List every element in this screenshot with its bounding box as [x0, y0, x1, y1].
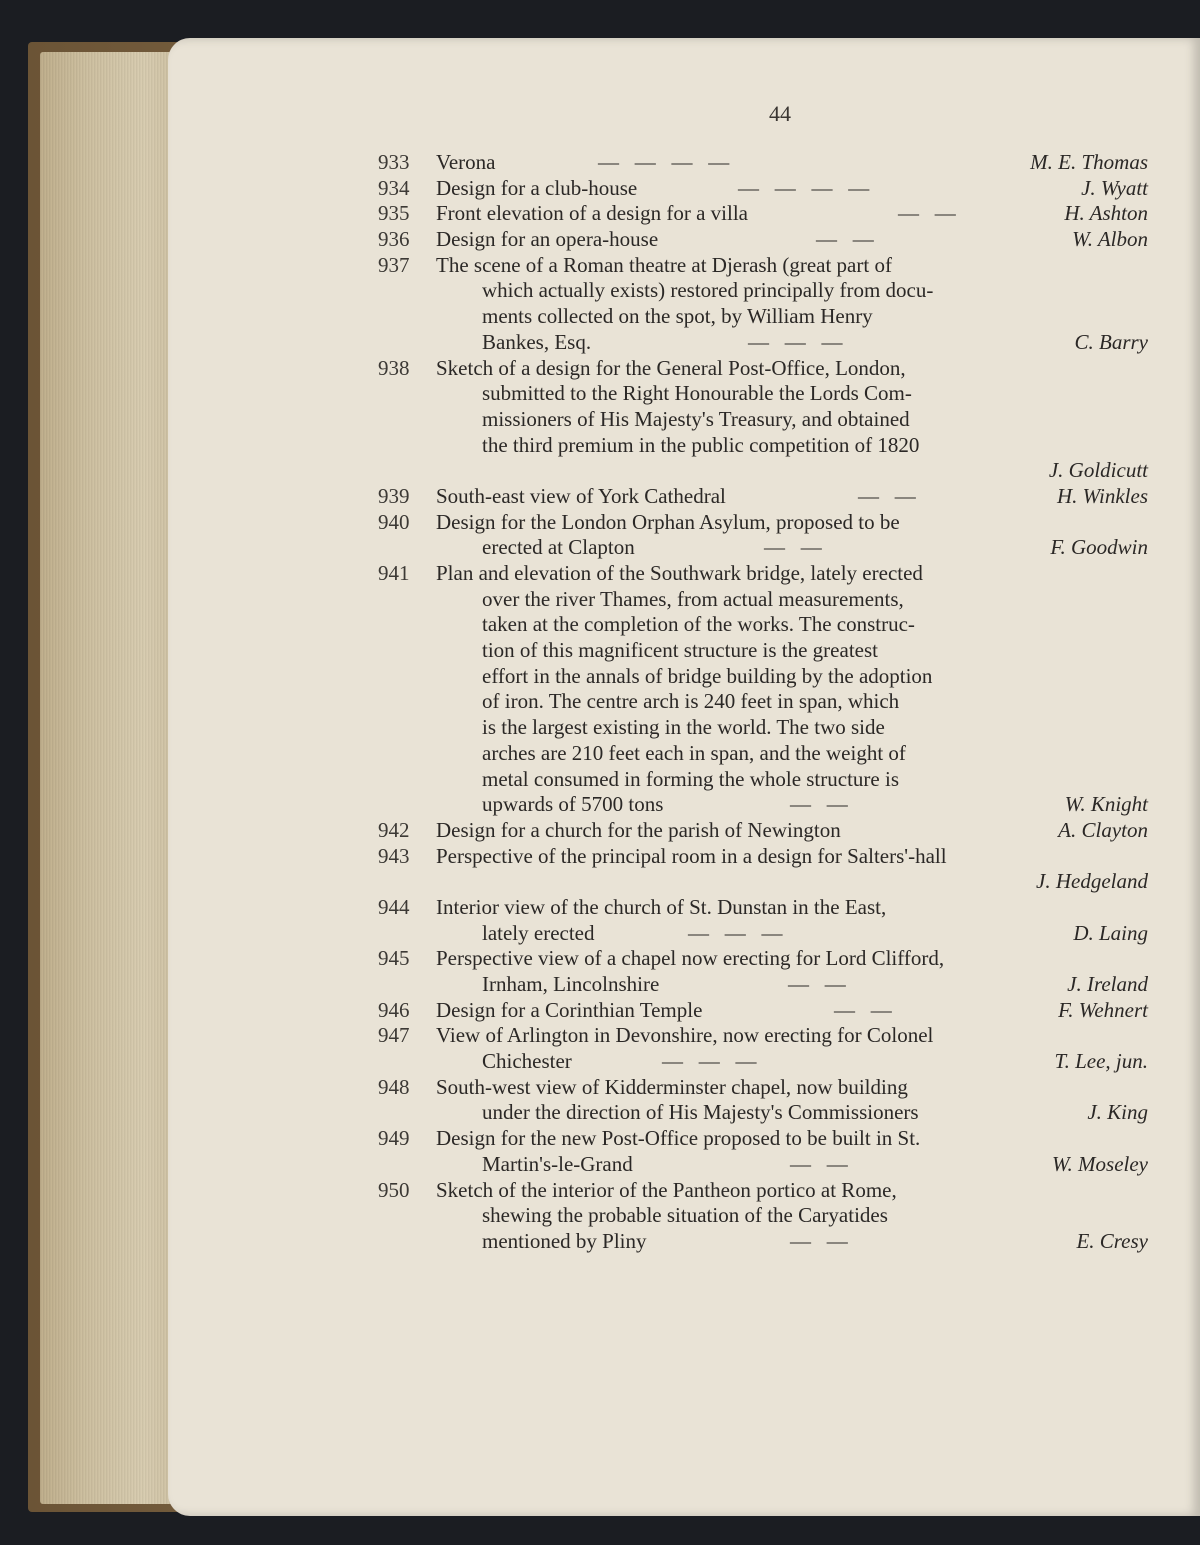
entry-title-text: Design for a club-house: [436, 175, 638, 200]
catalogue-entry: [378, 253, 1148, 356]
catalogue-entry: [378, 150, 1148, 176]
entry-number: 942: [378, 817, 410, 842]
entry-line: [378, 767, 1148, 793]
entry-line: [378, 433, 1148, 459]
entry-line: [378, 484, 1148, 510]
entry-number: 935: [378, 201, 410, 226]
entry-line: [378, 150, 1148, 176]
catalogue-entry: [378, 510, 1148, 561]
entry-title-text: under the direction of His Majesty's Commissioners: [482, 1100, 919, 1125]
entry-line: [378, 921, 1148, 947]
entry-title-text: Perspective view of a chapel now erecting for Lord Clifford,: [436, 946, 945, 971]
entry-line: [378, 278, 1148, 304]
entry-number: 949: [378, 1126, 410, 1151]
entry-line: [378, 1126, 1148, 1152]
leader-dashes: — — —: [688, 920, 783, 945]
entry-line: [378, 381, 1148, 407]
artist-name: J. King: [1087, 1100, 1148, 1125]
artist-name: D. Laing: [1073, 920, 1148, 945]
artist-name: J. Goldicutt: [1048, 458, 1148, 483]
entry-line: [378, 1049, 1148, 1075]
entry-line: [378, 304, 1148, 330]
entry-number: 934: [378, 175, 410, 200]
leader-dashes: — —: [898, 201, 956, 226]
artist-name: F. Wehnert: [1058, 997, 1148, 1022]
entry-line: [378, 818, 1148, 844]
artist-name: C. Barry: [1074, 329, 1148, 354]
entry-line: [378, 741, 1148, 767]
entry-line: [378, 587, 1148, 613]
catalogue-entry: [378, 1178, 1148, 1255]
artist-name: H. Winkles: [1057, 483, 1148, 508]
catalogue-entries: [378, 150, 1148, 1255]
entry-number: 936: [378, 227, 410, 252]
leader-dashes: — — —: [748, 329, 843, 354]
entry-line: [378, 330, 1148, 356]
entry-title-text: Design for a church for the parish of Newington: [436, 817, 841, 842]
artist-name: W. Albon: [1072, 227, 1148, 252]
catalogue-entry: [378, 818, 1148, 844]
entry-line: [378, 612, 1148, 638]
entry-title-text: arches are 210 feet each in span, and the weight of: [482, 740, 906, 765]
entry-number: 938: [378, 355, 410, 380]
entry-line: [378, 792, 1148, 818]
leader-dashes: — —: [790, 1151, 848, 1176]
leader-dashes: — — — —: [598, 150, 730, 174]
catalogue-entry: [378, 484, 1148, 510]
entry-number: 947: [378, 1023, 410, 1048]
entry-line: [378, 1075, 1148, 1101]
entry-number: 950: [378, 1177, 410, 1202]
entry-title-text: Chichester: [482, 1049, 572, 1074]
entry-line: [378, 946, 1148, 972]
entry-line: [378, 458, 1148, 484]
entry-line: [378, 1023, 1148, 1049]
catalogue-entry: [378, 1126, 1148, 1177]
entry-title-text: Design for the new Post-Office proposed to be built in St.: [436, 1126, 921, 1151]
entry-title-text: metal consumed in forming the whole structure is: [482, 766, 899, 791]
entry-line: [378, 998, 1148, 1024]
entry-number: 933: [378, 150, 410, 174]
entry-title-text: upwards of 5700 tons: [482, 792, 664, 817]
entry-line: [378, 510, 1148, 536]
entry-line: [378, 844, 1148, 870]
entry-title-text: shewing the probable situation of the Caryatides: [482, 1203, 888, 1228]
entry-number: 940: [378, 509, 410, 534]
leader-dashes: — — —: [662, 1049, 757, 1074]
entry-title-text: Design for an opera-house: [436, 227, 659, 252]
catalogue-entry: [378, 946, 1148, 997]
entry-line: [378, 1178, 1148, 1204]
entry-title-text: taken at the completion of the works. The construc-: [482, 612, 915, 637]
catalogue-entry: [378, 356, 1148, 484]
entry-line: [378, 1100, 1148, 1126]
entry-number: 937: [378, 252, 410, 277]
entry-title-text: South-east view of York Cathedral: [436, 483, 726, 508]
entry-title-text: Design for a Corinthian Temple: [436, 997, 703, 1022]
artist-name: A. Clayton: [1058, 817, 1148, 842]
entry-title-text: Bankes, Esq.: [482, 329, 592, 354]
entry-line: [378, 972, 1148, 998]
entry-line: [378, 561, 1148, 587]
entry-number: 941: [378, 561, 410, 585]
artist-name: E. Cresy: [1076, 1228, 1148, 1253]
entry-title-text: Irnham, Lincolnshire: [482, 972, 660, 996]
leader-dashes: — —: [816, 227, 874, 252]
leader-dashes: — —: [788, 972, 846, 996]
entry-title-text: the third premium in the public competition of 1820: [482, 432, 920, 457]
page-number: 44: [769, 101, 791, 126]
entry-line: [378, 227, 1148, 253]
entry-title-text: lately erected: [482, 920, 595, 945]
artist-name: F. Goodwin: [1050, 535, 1148, 560]
entry-line: [378, 176, 1148, 202]
entry-line: [378, 869, 1148, 895]
entry-number: 945: [378, 946, 410, 971]
entry-title-text: Design for the London Orphan Asylum, proposed to be: [436, 509, 900, 534]
entry-line: [378, 664, 1148, 690]
catalogue-entry: [378, 561, 1148, 818]
catalogue-entry: [378, 1023, 1148, 1074]
entry-number: 948: [378, 1074, 410, 1099]
entry-line: [378, 407, 1148, 433]
artist-name: J. Hedgeland: [1036, 869, 1148, 894]
entry-title-text: effort in the annals of bridge building by the adoption: [482, 663, 933, 688]
leader-dashes: — —: [764, 535, 822, 560]
entry-title-text: Martin's-le-Grand: [482, 1151, 633, 1176]
entry-title-text: submitted to the Right Honourable the Lords Com-: [482, 381, 912, 406]
catalogue-entry: [378, 895, 1148, 946]
entry-title-text: erected at Clapton: [482, 535, 635, 560]
catalogue-entry: [378, 201, 1148, 227]
entry-line: [378, 356, 1148, 382]
entry-title-text: over the river Thames, from actual measurements,: [482, 586, 904, 611]
leader-dashes: — —: [790, 1228, 848, 1253]
entry-line: [378, 535, 1148, 561]
entry-title-text: is the largest existing in the world. The two side: [482, 715, 885, 740]
leader-dashes: — — — —: [738, 175, 870, 200]
entry-title-text: South-west view of Kidderminster chapel, now building: [436, 1074, 908, 1099]
artist-name: M. E. Thomas: [1030, 150, 1148, 174]
artist-name: T. Lee, jun.: [1054, 1049, 1148, 1074]
artist-name: H. Ashton: [1064, 201, 1148, 226]
entry-number: 939: [378, 483, 410, 508]
entry-line: [378, 689, 1148, 715]
leader-dashes: — —: [858, 483, 916, 508]
artist-name: J. Ireland: [1067, 972, 1148, 996]
artist-name: W. Moseley: [1051, 1151, 1148, 1176]
entry-line: [378, 1152, 1148, 1178]
catalogue-entry: [378, 1075, 1148, 1126]
entry-title-text: Verona: [436, 150, 496, 174]
entry-title-text: Interior view of the church of St. Dunstan in the East,: [436, 894, 887, 919]
entry-title-text: View of Arlington in Devonshire, now erecting for Colonel: [436, 1023, 934, 1048]
leader-dashes: — —: [834, 997, 892, 1022]
entry-title-text: mentioned by Pliny: [482, 1228, 647, 1253]
entry-title-text: Perspective of the principal room in a design for Salters'-hall: [436, 843, 947, 868]
entry-title-text: The scene of a Roman theatre at Djerash (great part of: [436, 252, 892, 277]
entry-line: [378, 1203, 1148, 1229]
entry-title-text: Plan and elevation of the Southwark bridge, lately erected: [436, 561, 923, 585]
entry-line: [378, 638, 1148, 664]
artist-name: J. Wyatt: [1081, 175, 1148, 200]
entry-number: 943: [378, 843, 410, 868]
entry-line: [378, 1229, 1148, 1255]
entry-number: 946: [378, 997, 410, 1022]
entry-title-text: Sketch of the interior of the Pantheon portico at Rome,: [436, 1177, 897, 1202]
entry-title-text: missioners of His Majesty's Treasury, and obtained: [482, 406, 910, 431]
entry-title-text: Sketch of a design for the General Post-Office, London,: [436, 355, 906, 380]
entry-line: [378, 253, 1148, 279]
entry-title-text: ments collected on the spot, by William Henry: [482, 304, 873, 329]
catalogue-entry: [378, 176, 1148, 202]
leader-dashes: — —: [790, 792, 848, 817]
entry-line: [378, 201, 1148, 227]
catalogue-entry: [378, 844, 1148, 895]
catalogue-entry: [378, 998, 1148, 1024]
catalogue-entry: [378, 227, 1148, 253]
entry-title-text: which actually exists) restored principally from docu-: [482, 278, 934, 303]
entry-title-text: Front elevation of a design for a villa: [436, 201, 748, 226]
entry-title-text: tion of this magnificent structure is the greatest: [482, 638, 878, 663]
entry-title-text: of iron. The centre arch is 240 feet in span, which: [482, 689, 900, 714]
entry-line: [378, 715, 1148, 741]
entry-line: [378, 895, 1148, 921]
artist-name: W. Knight: [1064, 792, 1148, 817]
entry-number: 944: [378, 894, 410, 919]
